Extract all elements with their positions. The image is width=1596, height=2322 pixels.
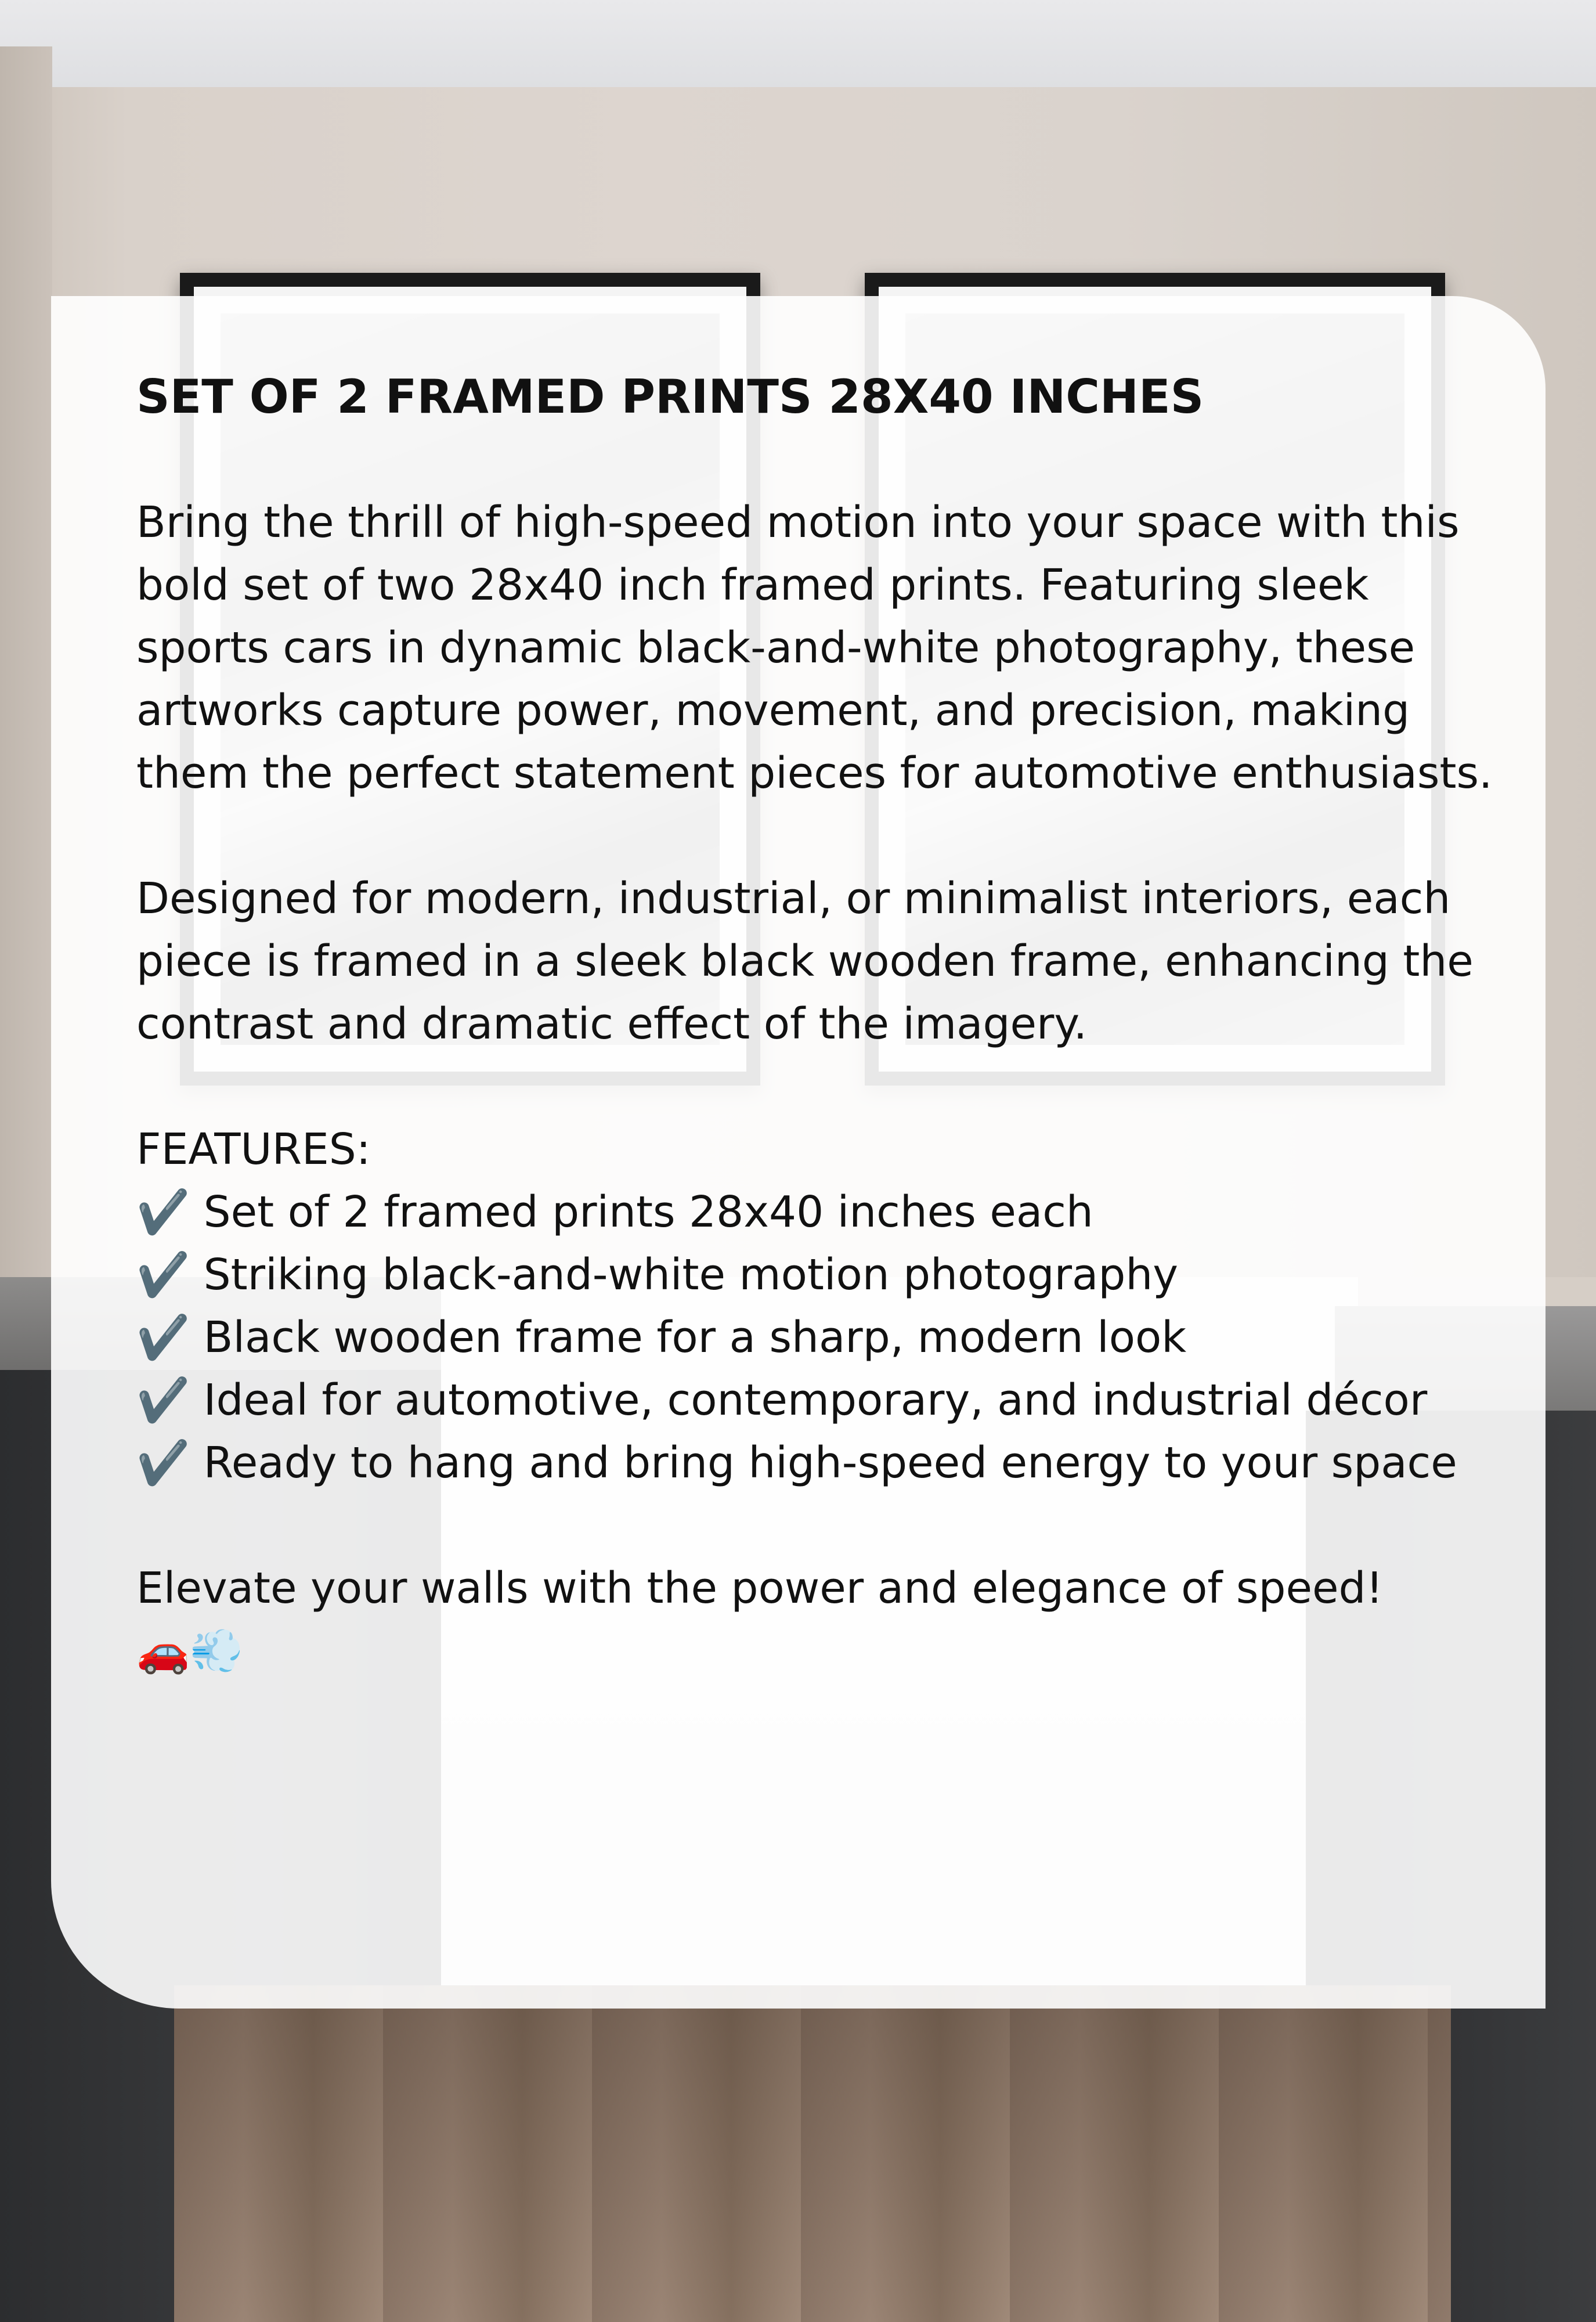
closing-text: Elevate your walls with the power and elegance of speed! — [136, 1563, 1384, 1613]
feature-item — [136, 1243, 1494, 1306]
features-heading: FEATURES: — [136, 1124, 371, 1174]
feature-text: Ready to hang and bring high-speed energy to your space — [203, 1438, 1457, 1488]
product-description — [136, 366, 1494, 1682]
feature-item — [136, 1369, 1494, 1432]
feature-text: Black wooden frame for a sharp, modern look — [203, 1313, 1187, 1362]
product-title: SET OF 2 FRAMED PRINTS 28X40 INCHES — [136, 370, 1204, 424]
feature-item — [136, 1432, 1494, 1494]
feature-text: Set of 2 framed prints 28x40 inches each — [203, 1187, 1093, 1237]
design-paragraph: Designed for modern, industrial, or minimalist interiors, each piece is framed in a sleek black wooden frame, enhancing the contrast and dramatic effect of the imagery. — [136, 874, 1474, 1049]
intro-paragraph: Bring the thrill of high-speed motion into your space with this bold set of two 28x40 inch framed prints. Featuring sleek sports cars in dynamic black-and-white photography, these artworks capture power, movement, and precision, making them the perfect statement pieces for automotive enthusiasts. — [136, 497, 1493, 798]
feature-item — [136, 1306, 1494, 1369]
wall-corner — [0, 46, 52, 1324]
ceiling — [0, 0, 1596, 91]
feature-text: Ideal for automotive, contemporary, and industrial décor — [203, 1375, 1428, 1425]
checkmark-icon: ✔️ — [136, 1375, 190, 1425]
checkmark-icon: ✔️ — [136, 1187, 190, 1237]
feature-text: Striking black-and-white motion photography — [203, 1250, 1179, 1300]
floor-shadow — [174, 1985, 1451, 2322]
checkmark-icon: ✔️ — [136, 1438, 190, 1488]
checkmark-icon: ✔️ — [136, 1313, 190, 1362]
feature-item — [136, 1181, 1494, 1243]
closing-line — [136, 1557, 1494, 1682]
checkmark-icon: ✔️ — [136, 1250, 190, 1300]
car-dash-icon: 🚗💨 — [136, 1626, 244, 1676]
feature-list — [136, 1181, 1494, 1494]
